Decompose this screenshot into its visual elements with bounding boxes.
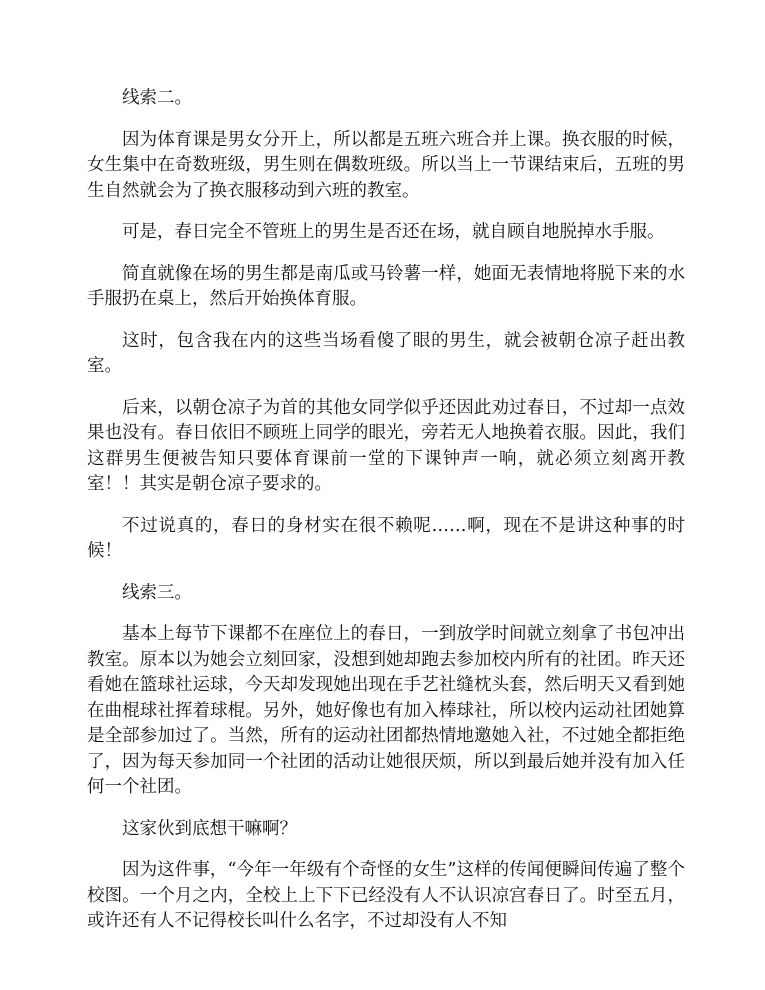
- paragraph-pumpkins: 简直就像在场的男生都是南瓜或马铃薯一样，她面无表情地将脱下来的水手服扔在桌上，然后开始换体育服。: [87, 263, 685, 309]
- paragraph-asakura-expels: 这时，包含我在内的这些当场看傻了眼的男生，就会被朝仓凉子赶出教室。: [87, 330, 685, 376]
- paragraph-clubs: 基本上每节下课都不在座位上的春日，一到放学时间就立刻拿了书包冲出教室。原本以为她会立刻回家，没想到她却跑去参加校内所有的社团。昨天还看她在篮球社运球，今天却发现她出现在手艺社缝枕头套，然后明天又看到她在曲棍球社挥着球棍。另外，她好像也有加入棒球社，所以校内运动社团她算是全部参加过了。当然，所有的运动社团都热情地邀她入社，不过她全都拒绝了，因为每天参加同一个社团的活动让她很厌烦，所以到最后她并没有加入任何一个社团。: [87, 624, 685, 797]
- paragraph-pe-class: 因为体育课是男女分开上，所以都是五班六班合并上课。换衣服的时候，女生集中在奇数班级，男生则在偶数班级。所以当上一节课结束后，五班的男生自然就会为了换衣服移动到六班的教室。: [87, 129, 685, 201]
- paragraph-haruhi-changes: 可是，春日完全不管班上的男生是否还在场，就自顾自地脱掉水手服。: [122, 222, 665, 242]
- document-page: [87, 86, 685, 951]
- paragraph-clue-two-heading: 线索二。: [122, 88, 192, 108]
- paragraph-classmates-advise: 后来，以朝仓凉子为首的其他女同学似乎还因此劝过春日，不过却一点效果也没有。春日依旧不顾班上同学的眼光，旁若无人地换着衣服。因此，我们这群男生便被告知只要体育课前一堂的下课钟声一响，就必须立刻离开教室！！其实是朝仓凉子要求的。: [87, 397, 685, 494]
- paragraph-figure-remark: 不过说真的，春日的身材实在很不赖呢……啊，现在不是讲这种事的时候！: [87, 515, 685, 561]
- paragraph-what-is-she-doing: 这家伙到底想干嘛啊？: [122, 818, 297, 839]
- paragraph-clue-three-heading: 线索三。: [122, 582, 192, 603]
- paragraph-rumor-spreads: 因为这件事，“今年一年级有个奇怪的女生”这样的传闻便瞬间传遍了整个校图。一个月之内，全校上上下下已经没有人不认识凉宫春日了。时至五月，或许还有人不记得校长叫什么名字，不过却没有人不知: [87, 860, 685, 931]
